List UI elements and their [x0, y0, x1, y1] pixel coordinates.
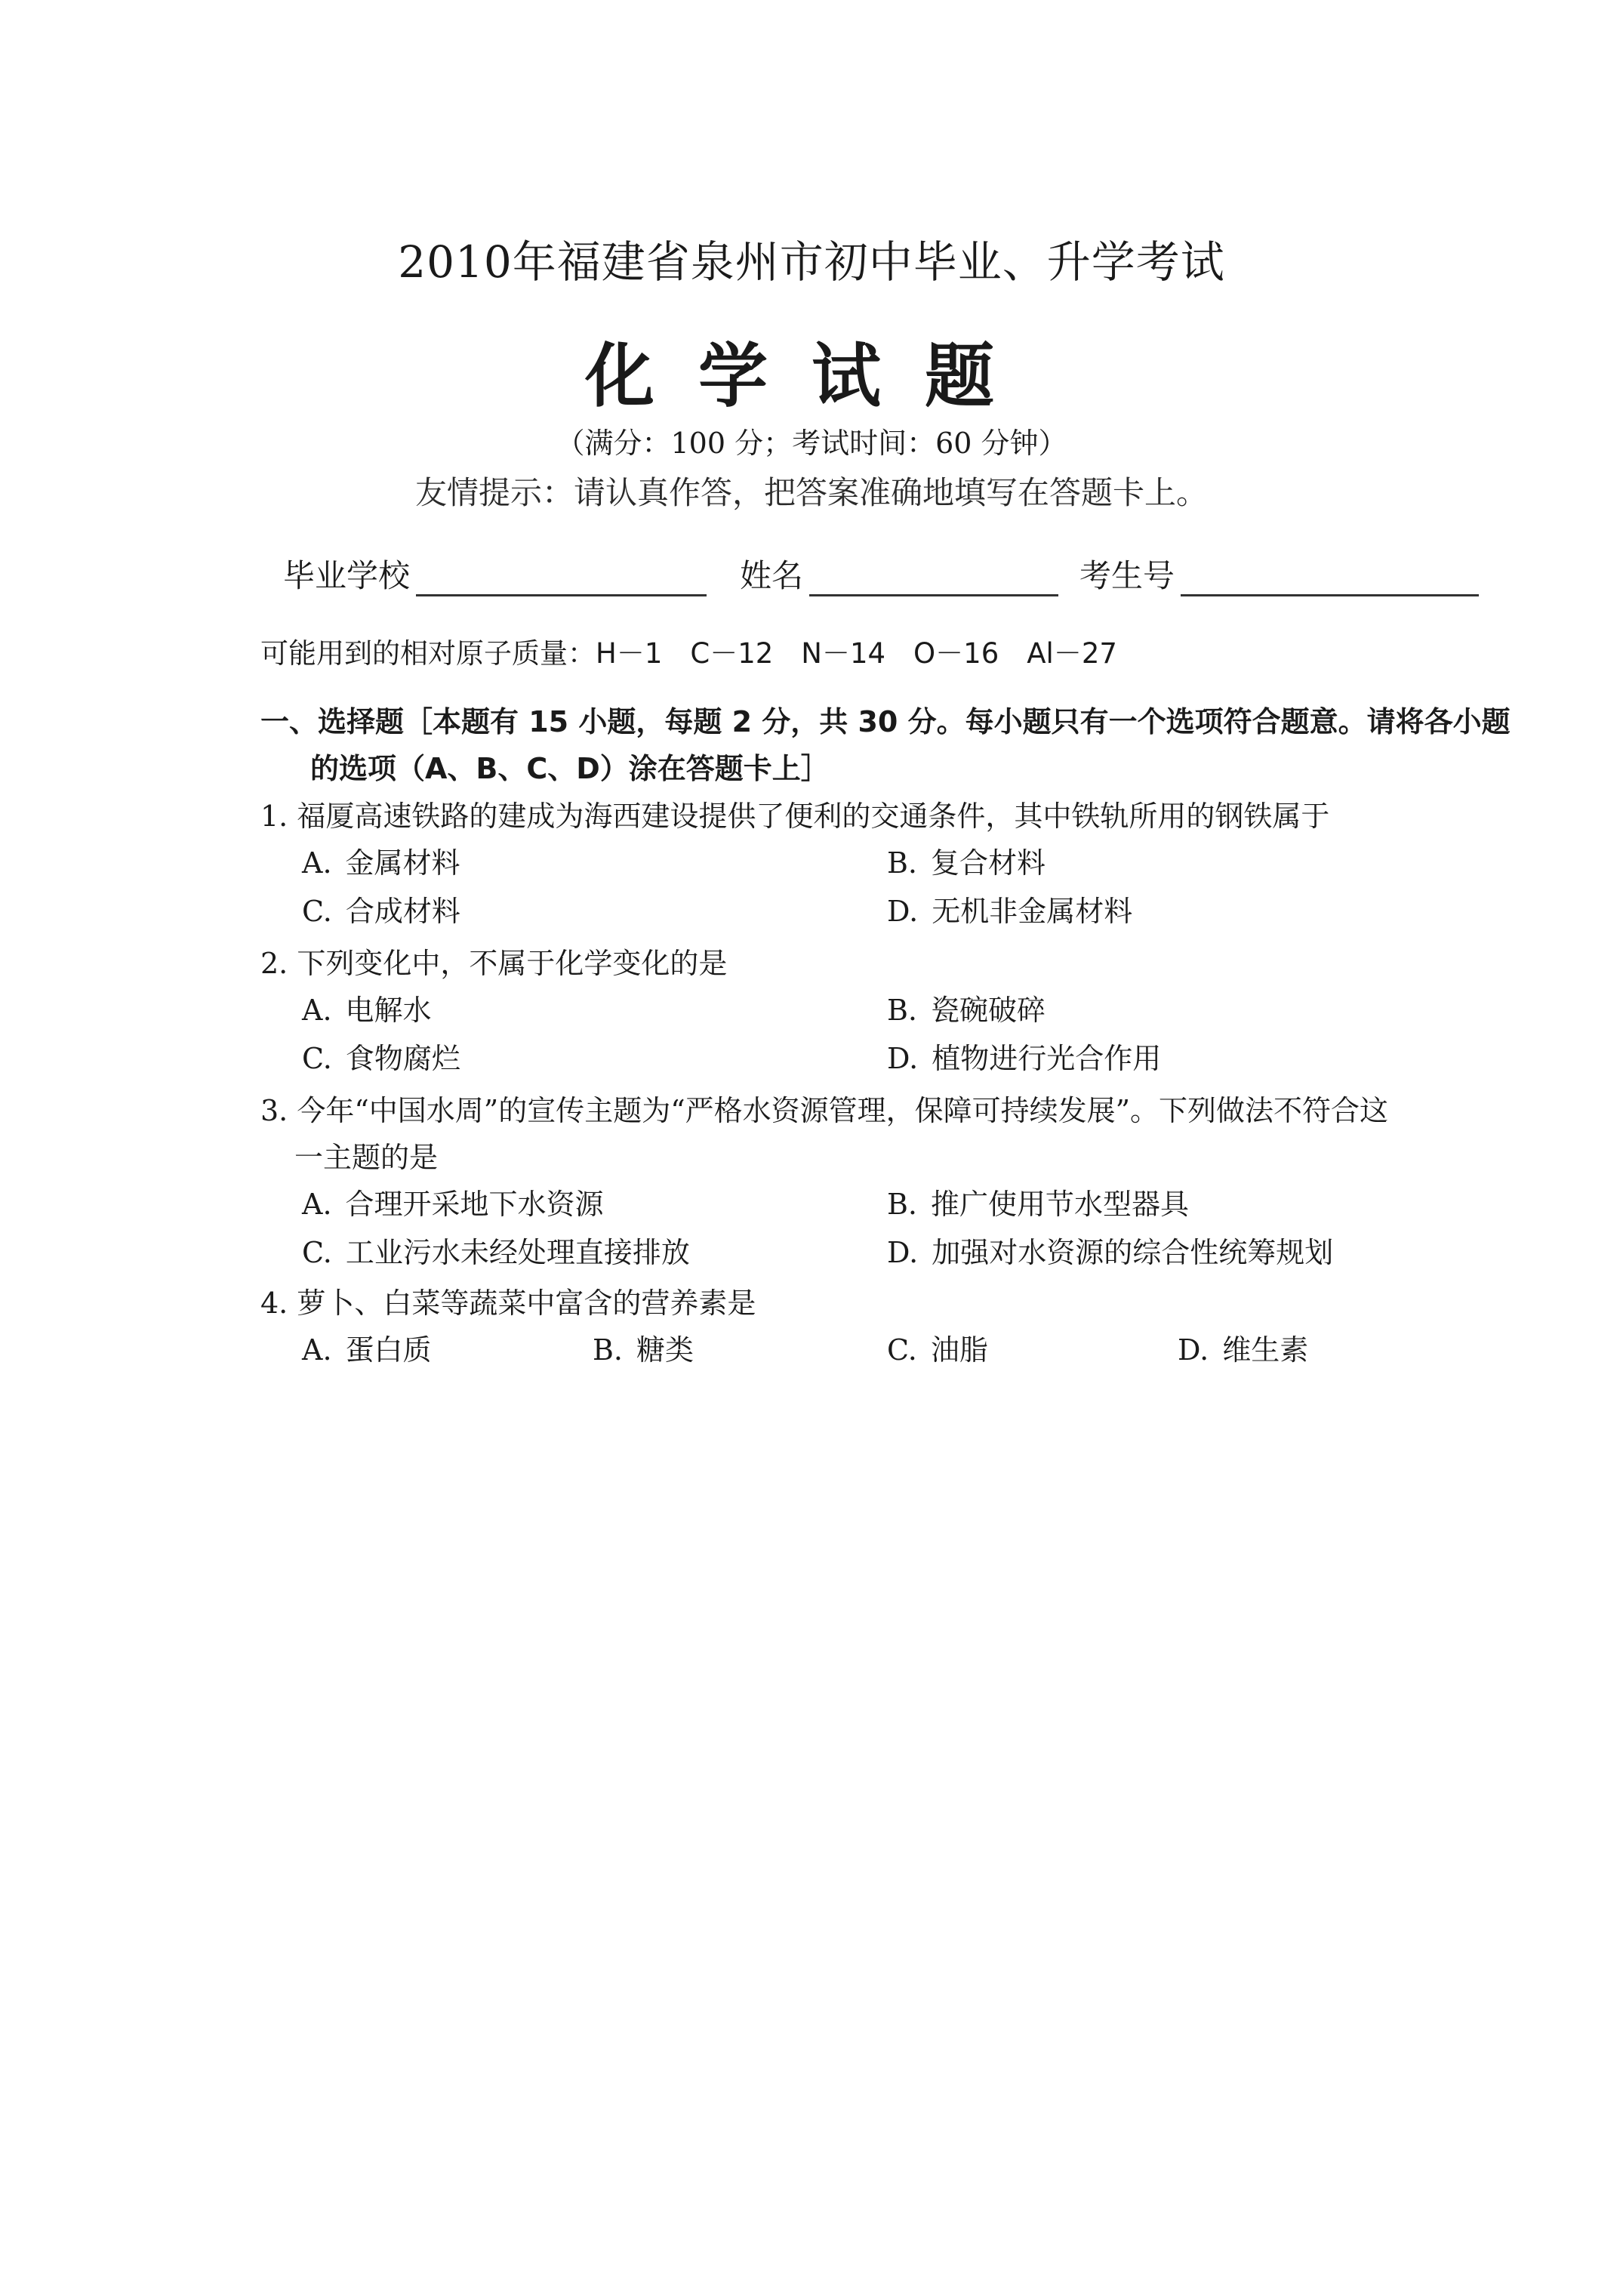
question-3-option-b[interactable]: B. 推广使用节水型器具: [887, 1188, 1190, 1221]
question-1-options-row-2: [260, 888, 1514, 936]
question-1-stem: 1. 福厦高速铁路的建成为海西建设提供了便利的交通条件，其中铁轨所用的钢铁属于: [260, 800, 1330, 833]
question-3-options-row-1: [260, 1181, 1514, 1229]
exam-heading: 2010年福建省泉州市初中毕业、升学考试: [398, 236, 1225, 288]
question-2-option-c[interactable]: C. 食物腐烂: [302, 1042, 460, 1075]
name-field[interactable]: [740, 551, 1058, 596]
name-blank[interactable]: [809, 558, 1058, 596]
question-2: [260, 940, 1514, 1083]
question-4-options-row: [260, 1327, 1514, 1375]
question-3-stem: 3. 今年“中国水周”的宣传主题为“严格水资源管理，保障可持续发展”。下列做法不符合这: [260, 1094, 1389, 1127]
question-1: [260, 793, 1514, 936]
question-3-options-row-2: [260, 1229, 1514, 1277]
school-field[interactable]: [283, 551, 707, 596]
student-info-row: [283, 551, 1491, 604]
question-1-options-row-1: [260, 840, 1514, 888]
question-1-option-a[interactable]: A. 金属材料: [302, 846, 460, 880]
section-heading-line-1: 一、选择题［本题有 15 小题，每题 2 分，共 30 分。每小题只有一个选项符合题意。请将各小题: [260, 705, 1511, 738]
section-heading-line-2: 的选项（A、B、C、D）涂在答题卡上］: [310, 752, 830, 785]
score-and-time: （满分：100 分；考试时间：60 分钟）: [556, 427, 1067, 460]
question-4-option-a[interactable]: A. 蛋白质: [302, 1333, 432, 1367]
question-2-option-b[interactable]: B. 瓷碗破碎: [887, 994, 1046, 1027]
question-2-stem: 2. 下列变化中，不属于化学变化的是: [260, 947, 728, 980]
question-3-option-c[interactable]: C. 工业污水未经处理直接排放: [302, 1236, 690, 1269]
exam-number-blank[interactable]: [1181, 558, 1479, 596]
question-4-option-c[interactable]: C. 油脂: [887, 1333, 988, 1367]
name-label: 姓名: [740, 557, 804, 594]
atomic-mass-line: 可能用到的相对原子质量：H－1 C－12 N－14 O－16 Al－27: [260, 637, 1117, 670]
subject-title: 化学试题: [584, 336, 1038, 417]
question-4-option-d[interactable]: D. 维生素: [1178, 1333, 1309, 1367]
question-4: [260, 1280, 1514, 1375]
question-1-option-c[interactable]: C. 合成材料: [302, 895, 460, 928]
question-3-option-d[interactable]: D. 加强对水资源的综合性统筹规划: [887, 1236, 1334, 1269]
question-2-option-a[interactable]: A. 电解水: [302, 994, 432, 1027]
exam-number-field[interactable]: [1079, 551, 1479, 596]
exam-number-label: 考生号: [1079, 557, 1175, 594]
friendly-tip: 友情提示：请认真作答，把答案准确地填写在答题卡上。: [414, 474, 1208, 511]
school-blank[interactable]: [416, 558, 707, 596]
question-3: [260, 1087, 1514, 1277]
question-4-option-b[interactable]: B. 糖类: [593, 1333, 694, 1367]
question-1-option-d[interactable]: D. 无机非金属材料: [887, 895, 1133, 928]
question-3-stem-continuation: 一主题的是: [294, 1141, 439, 1174]
question-2-options-row-2: [260, 1035, 1514, 1083]
question-4-stem: 4. 萝卜、白菜等蔬菜中富含的营养素是: [260, 1287, 756, 1320]
question-3-option-a[interactable]: A. 合理开采地下水资源: [302, 1188, 604, 1221]
question-1-option-b[interactable]: B. 复合材料: [887, 846, 1046, 880]
question-2-option-d[interactable]: D. 植物进行光合作用: [887, 1042, 1162, 1075]
question-2-options-row-1: [260, 987, 1514, 1035]
section-one-heading: [260, 698, 1514, 792]
school-label: 毕业学校: [283, 557, 411, 594]
